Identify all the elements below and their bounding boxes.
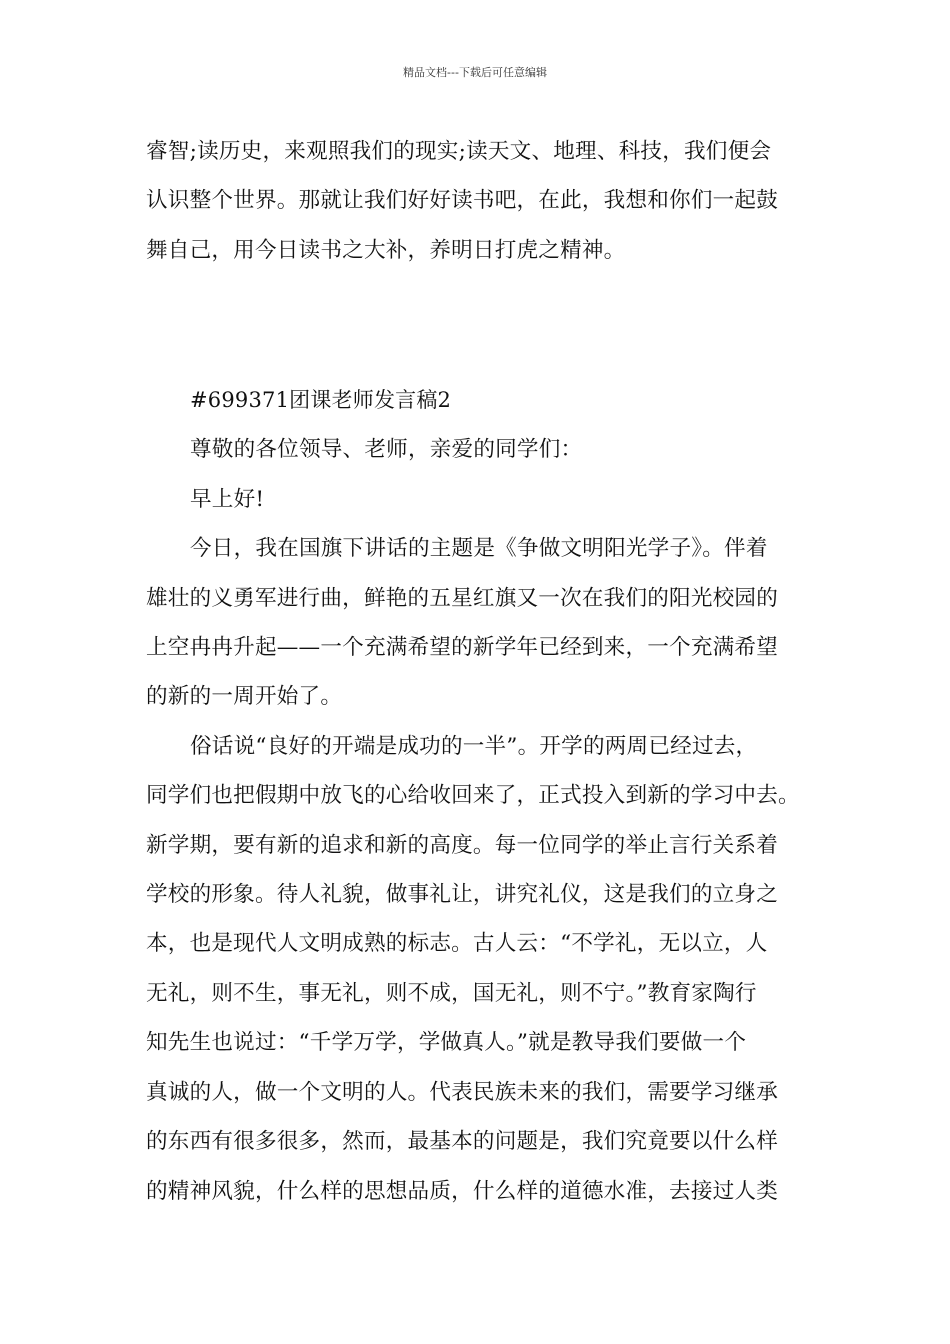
text-line: 上空冉冉升起——一个充满希望的新学年已经到来，一个充满希望 (146, 635, 779, 661)
text-line: 的东西有很多很多，然而，最基本的问题是，我们究竟要以什么样 (146, 1129, 779, 1155)
text-line: 同学们也把假期中放飞的心给收回来了，正式投入到新的学习中去。 (146, 783, 800, 809)
text-line: 学校的形象。待人礼貌，做事礼让，讲究礼仪，这是我们的立身之 (146, 882, 779, 908)
section-title: #699371团课老师发言稿2 (190, 388, 452, 412)
text-line: 知先生也说过：“千学万学，学做真人。”就是教导我们要做一个 (146, 1030, 747, 1056)
page-header: 精品文档---下载后可任意编辑 (403, 66, 547, 79)
greeting: 早上好! (190, 486, 265, 512)
text-line: 认识整个世界。那就让我们好好读书吧，在此，我想和你们一起鼓 (146, 188, 779, 214)
text-line: 舞自己，用今日读书之大补，养明日打虎之精神。 (146, 237, 626, 263)
text-line: 无礼，则不生，事无礼，则不成，国无礼，则不宁。”教育家陶行 (146, 980, 757, 1006)
text-line: 真诚的人，做一个文明的人。代表民族未来的我们，需要学习继承 (146, 1079, 779, 1105)
text-line: 的新的一周开始了。 (146, 684, 343, 710)
speech-section (146, 376, 826, 1216)
intro-paragraph (146, 127, 826, 275)
salutation: 尊敬的各位领导、老师，亲爱的同学们： (190, 437, 583, 463)
text-line: 的精神风貌，什么样的思想品质，什么样的道德水准，去接过人类 (146, 1178, 779, 1204)
text-line: 睿智;读历史，来观照我们的现实;读天文、地理、科技，我们便会 (146, 139, 772, 164)
text-line: 雄壮的义勇军进行曲，鲜艳的五星红旗又一次在我们的阳光校园的 (146, 585, 779, 611)
text-line: 新学期，要有新的追求和新的高度。每一位同学的举止言行关系着 (146, 832, 779, 858)
text-line: 俗话说“良好的开端是成功的一半”。开学的两周已经过去， (190, 733, 758, 759)
text-line: 本，也是现代人文明成熟的标志。古人云：“不学礼，无以立，人 (146, 931, 768, 957)
text-line: 今日，我在国旗下讲话的主题是《争做文明阳光学子》。伴着 (190, 536, 768, 562)
